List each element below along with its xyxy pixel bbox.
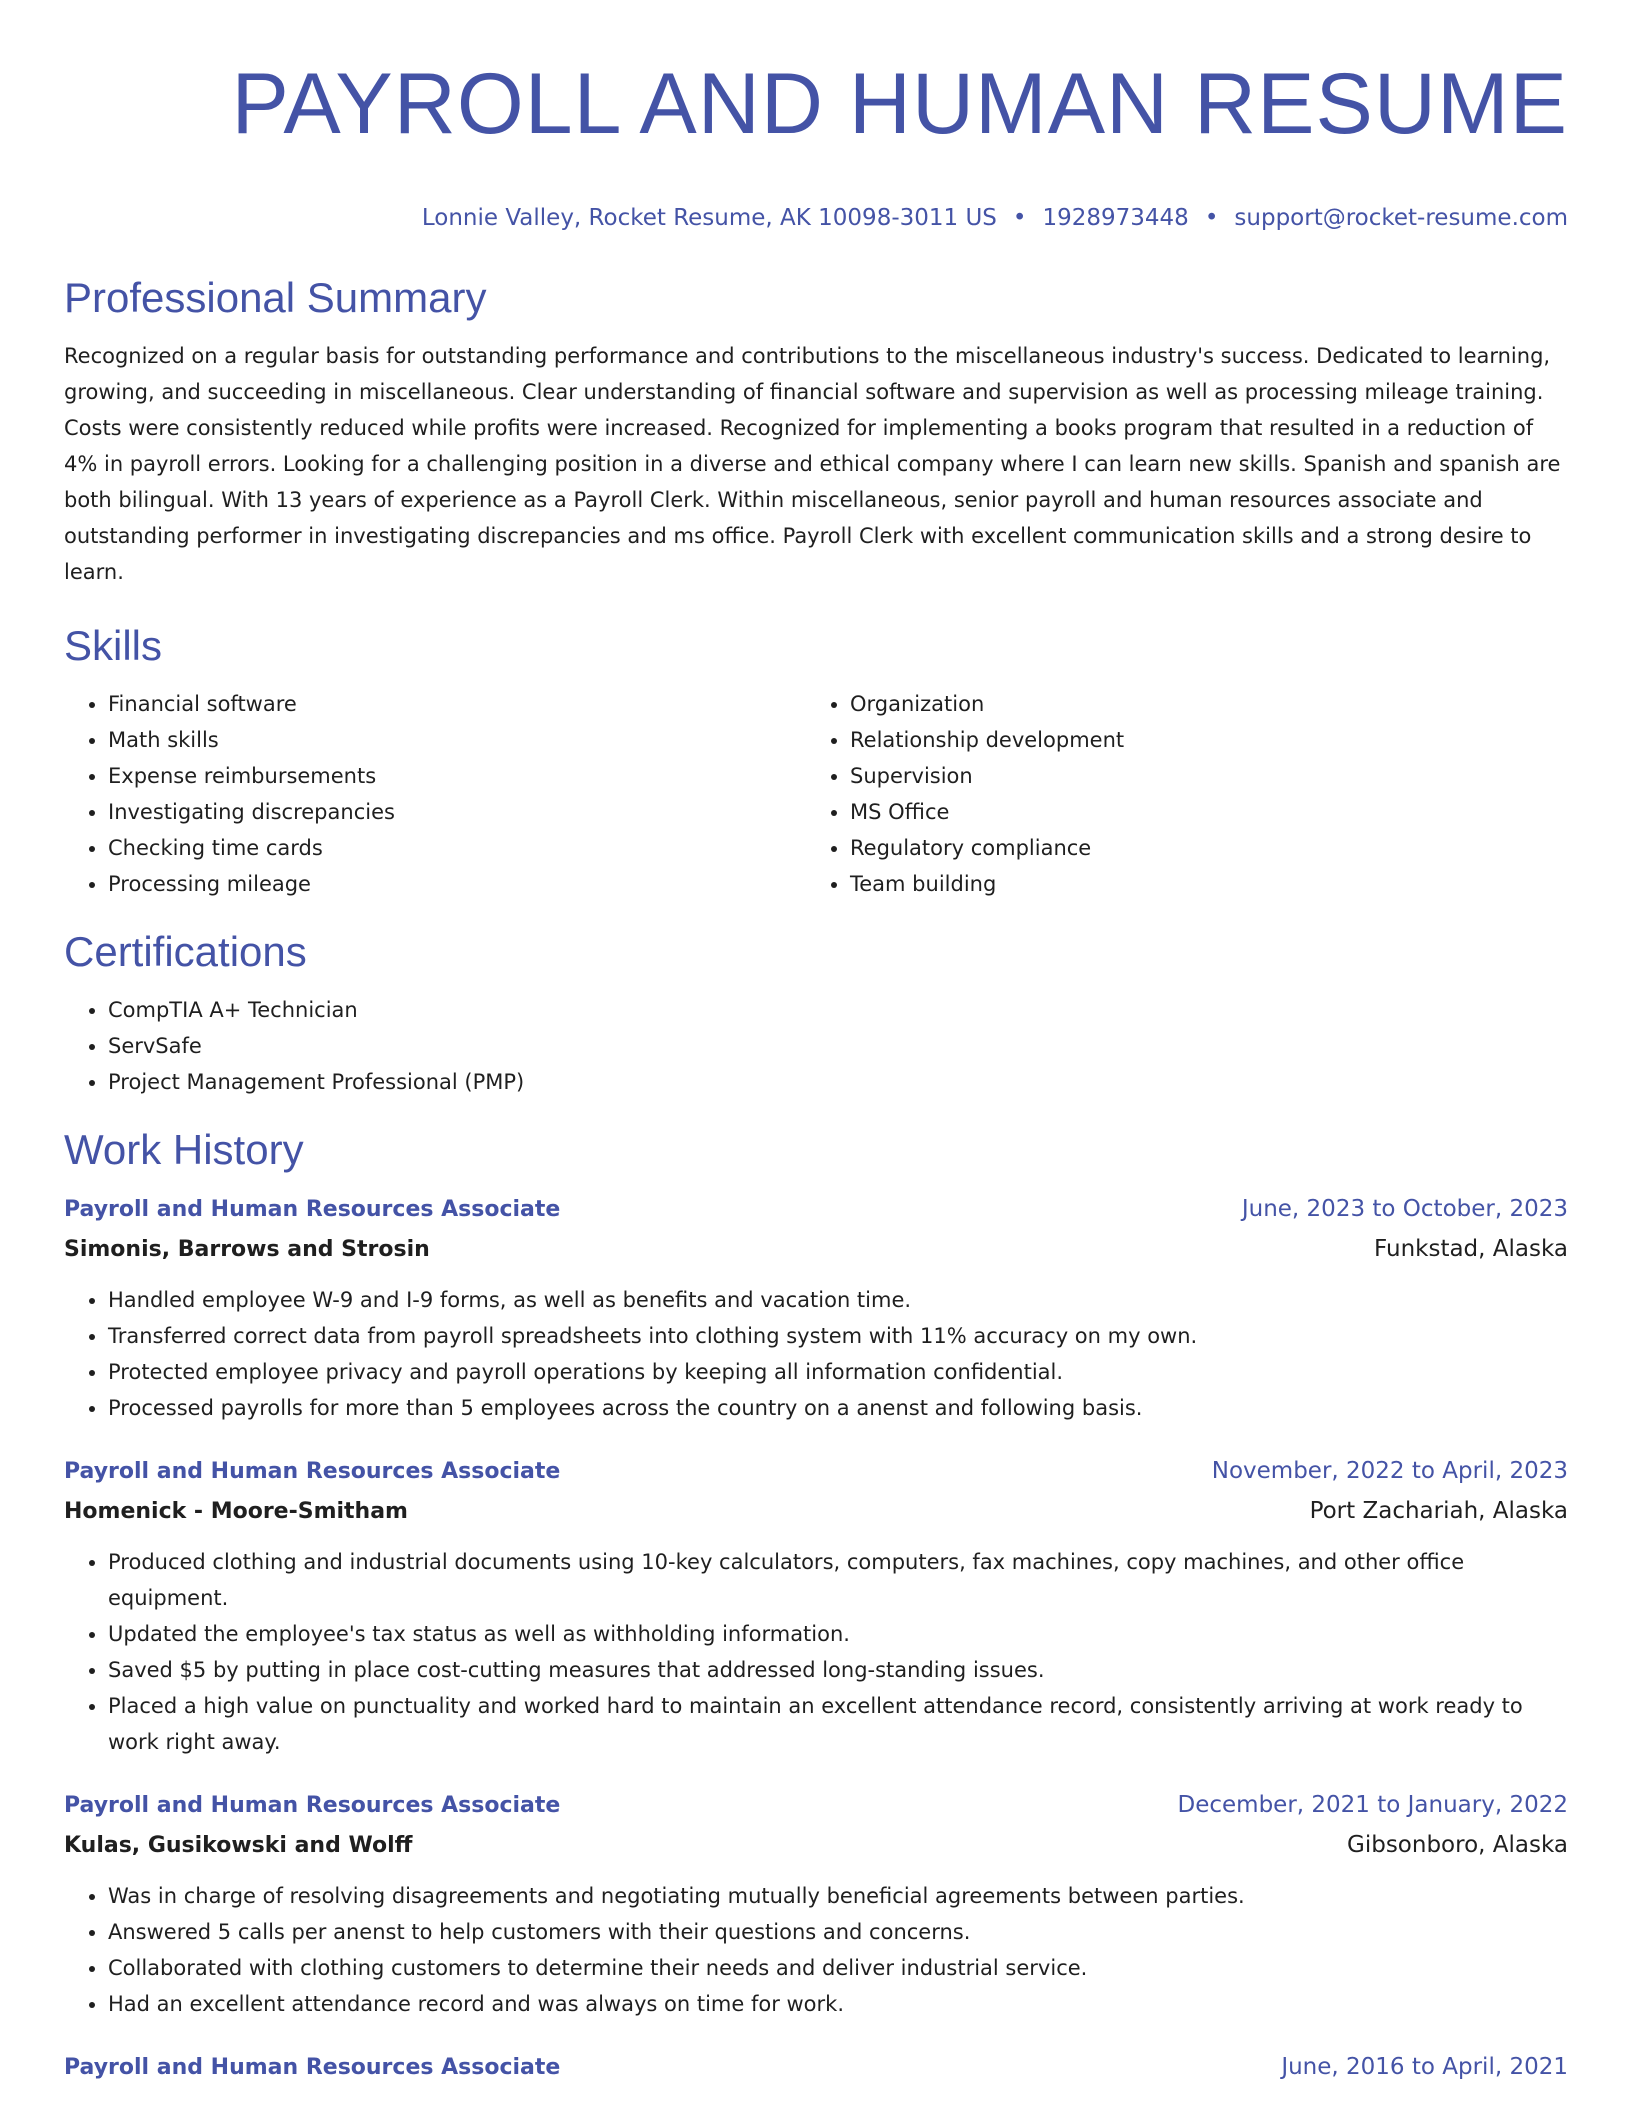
skill-item: • Relationship development bbox=[850, 722, 1548, 758]
certification-item: • ServSafe bbox=[108, 1028, 1568, 1064]
job-location: Funkstad, Alaska bbox=[1374, 1236, 1568, 1262]
resume-header bbox=[64, 56, 1568, 234]
job-entry bbox=[64, 1190, 1568, 1426]
skills-grid bbox=[64, 686, 1568, 902]
skill-item: • Financial software bbox=[108, 686, 806, 722]
contact-separator: • bbox=[1204, 205, 1219, 231]
job-company: Homenick - Moore-Smitham bbox=[64, 1499, 408, 1524]
job-dates: June, 2023 to October, 2023 bbox=[1241, 1196, 1568, 1222]
skill-item: • Supervision bbox=[850, 758, 1548, 794]
job-duty-item: • Placed a high value on punctuality and worked hard to maintain an excellent attendance record, consistently arriving at work ready to work right away. bbox=[108, 1688, 1568, 1760]
summary-text: Recognized on a regular basis for outstanding performance and contributions to the miscellaneous industry's success. Dedicated to learning, growing, and succeeding in miscellaneous. Clear understanding of financial software and supervision as well as processing mileage training. Costs were consistently reduced while profits were increased. Recognized for implementing a books program that resulted in a reduction of 4% in payroll errors. Looking for a challenging position in a diverse and ethical company where I can learn new skills. Spanish and spanish are both bilingual. With 13 years of experience as a Payroll Clerk. Within miscellaneous, senior payroll and human resources associate and outstanding performer in investigating discrepancies and ms office. Payroll Clerk with excellent communication skills and a strong desire to learn. bbox=[64, 344, 1561, 584]
contact-phone: 1928973448 bbox=[1042, 205, 1189, 231]
skill-item: • Processing mileage bbox=[108, 866, 806, 902]
skills-column-left bbox=[64, 686, 806, 902]
skill-item: • Investigating discrepancies bbox=[108, 794, 806, 830]
contact-email[interactable]: support@rocket-resume.com bbox=[1234, 205, 1568, 231]
job-title: Payroll and Human Resources Associate bbox=[64, 1793, 561, 1818]
job-title: Payroll and Human Resources Associate bbox=[64, 1197, 561, 1222]
job-duty-item: • Saved $5 by putting in place cost-cutting measures that addressed long-standing issues. bbox=[108, 1652, 1568, 1688]
job-entry bbox=[64, 2048, 1568, 2087]
skill-item: • Organization bbox=[850, 686, 1548, 722]
skills-list-left bbox=[64, 686, 806, 902]
skill-item: • Team building bbox=[850, 866, 1548, 902]
job-duty-item: • Answered 5 calls per anenst to help customers with their questions and concerns. bbox=[108, 1914, 1568, 1950]
job-dates: December, 2021 to January, 2022 bbox=[1177, 1792, 1568, 1818]
job-title-row bbox=[64, 1190, 1568, 1229]
work-history-heading: Work History bbox=[64, 1126, 304, 1173]
job-duties-list bbox=[64, 1544, 1568, 1760]
job-title: Payroll and Human Resources Associate bbox=[64, 2055, 561, 2080]
skill-item: • Expense reimbursements bbox=[108, 758, 806, 794]
skills-list-right bbox=[806, 686, 1548, 902]
job-company-row bbox=[64, 1229, 1568, 1270]
resume-title: PAYROLL AND HUMAN RESUME bbox=[231, 56, 1568, 152]
job-dates: June, 2016 to April, 2021 bbox=[1281, 2054, 1568, 2080]
certification-item: • CompTIA A+ Technician bbox=[108, 992, 1568, 1028]
skills-column-right bbox=[806, 686, 1548, 902]
job-entry bbox=[64, 1452, 1568, 1760]
job-duty-item: • Processed payrolls for more than 5 employees across the country on a anenst and following basis. bbox=[108, 1390, 1568, 1426]
summary-heading: Professional Summary bbox=[64, 274, 487, 321]
certification-item: • Project Management Professional (PMP) bbox=[108, 1064, 1568, 1100]
skill-item: • Math skills bbox=[108, 722, 806, 758]
certifications-list bbox=[64, 992, 1568, 1100]
job-title-row bbox=[64, 2048, 1568, 2087]
job-duty-item: • Protected employee privacy and payroll operations by keeping all information confidential. bbox=[108, 1354, 1568, 1390]
job-title-row bbox=[64, 1786, 1568, 1825]
skill-item: • Regulatory compliance bbox=[850, 830, 1548, 866]
skills-heading: Skills bbox=[64, 622, 163, 669]
job-entry bbox=[64, 1786, 1568, 2022]
job-duty-item: • Was in charge of resolving disagreements and negotiating mutually beneficial agreements between parties. bbox=[108, 1878, 1568, 1914]
job-duty-item: • Collaborated with clothing customers to determine their needs and deliver industrial service. bbox=[108, 1950, 1568, 1986]
skill-item: • Checking time cards bbox=[108, 830, 806, 866]
contact-separator: • bbox=[1012, 205, 1027, 231]
job-company: Simonis, Barrows and Strosin bbox=[64, 1237, 430, 1262]
work-history-list bbox=[64, 1190, 1568, 2087]
job-company-row bbox=[64, 1825, 1568, 1866]
contact-line bbox=[64, 202, 1568, 234]
job-company-row bbox=[64, 1491, 1568, 1532]
job-title: Payroll and Human Resources Associate bbox=[64, 1459, 561, 1484]
job-duty-item: • Handled employee W-9 and I-9 forms, as well as benefits and vacation time. bbox=[108, 1282, 1568, 1318]
skill-item: • MS Office bbox=[850, 794, 1548, 830]
contact-address: Lonnie Valley, Rocket Resume, AK 10098-3011 US bbox=[421, 205, 997, 231]
job-duty-item: • Updated the employee's tax status as well as withholding information. bbox=[108, 1616, 1568, 1652]
job-duty-item: • Transferred correct data from payroll spreadsheets into clothing system with 11% accuracy on my own. bbox=[108, 1318, 1568, 1354]
job-duties-list bbox=[64, 1282, 1568, 1426]
job-duty-item: • Produced clothing and industrial documents using 10-key calculators, computers, fax machines, copy machines, and other office equipment. bbox=[108, 1544, 1568, 1616]
job-title-row bbox=[64, 1452, 1568, 1491]
job-location: Port Zachariah, Alaska bbox=[1309, 1498, 1568, 1524]
job-company: Kulas, Gusikowski and Wolff bbox=[64, 1833, 413, 1858]
job-duties-list bbox=[64, 1878, 1568, 2022]
certifications-heading: Certifications bbox=[64, 928, 307, 975]
job-location: Gibsonboro, Alaska bbox=[1347, 1832, 1568, 1858]
job-dates: November, 2022 to April, 2023 bbox=[1211, 1458, 1568, 1484]
job-duty-item: • Had an excellent attendance record and was always on time for work. bbox=[108, 1986, 1568, 2022]
